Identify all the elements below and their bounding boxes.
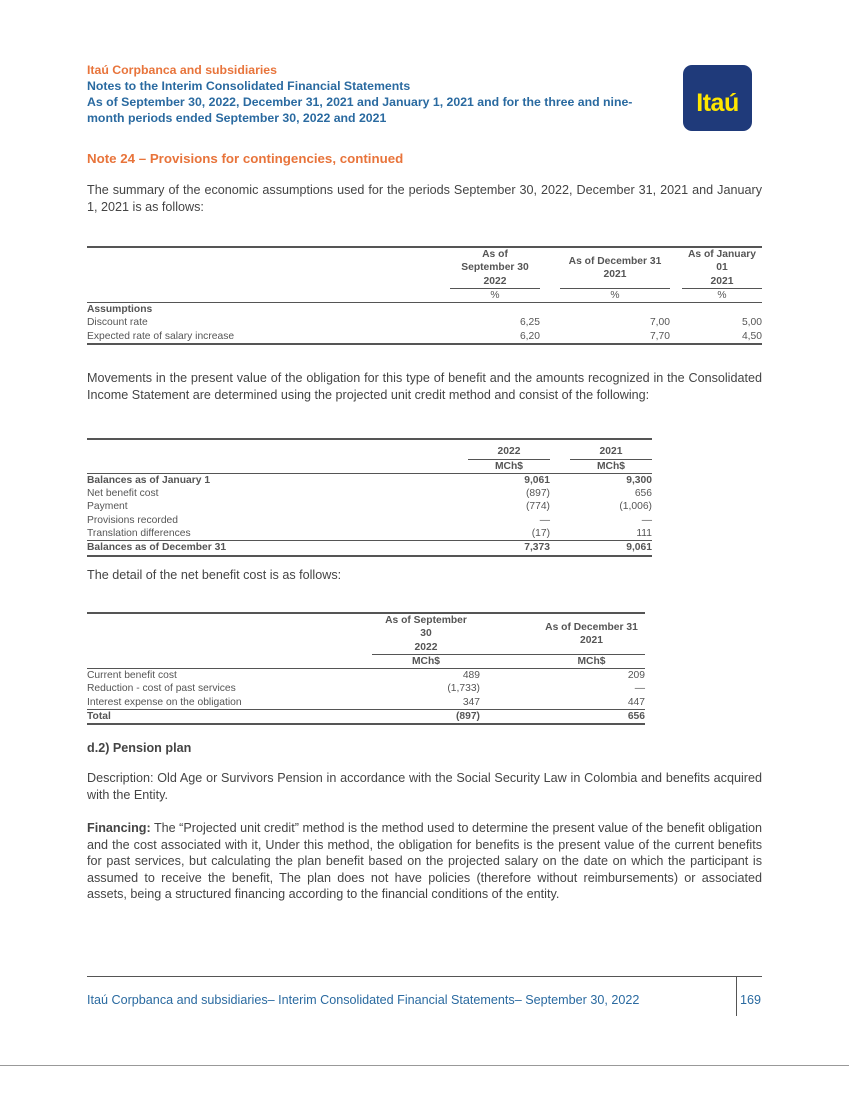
intro-paragraph: The summary of the economic assumptions used for the periods September 30, 2022, December 31, 2021 and January 1, 2021 is as follows: <box>87 183 762 214</box>
unit: % <box>610 289 620 301</box>
movements-table <box>87 438 652 557</box>
table-row: Total (897) 656 <box>87 710 645 725</box>
table-row: Balances as of January 1 9,061 9,300 <box>87 474 652 486</box>
pension-heading: d.2) Pension plan <box>87 741 192 755</box>
company-name: Itaú Corpbanca and subsidiaries <box>87 63 277 77</box>
col-header-dec-2021: As of December 31 2021 <box>538 613 645 654</box>
footer-text: Itaú Corpbanca and subsidiaries– Interim Consolidated Financial Statements– September 30, 2022 <box>87 993 640 1007</box>
movements-paragraph: Movements in the present value of the obligation for this type of benefit and the amounts recognized in the Consolidated Income Statement are determined using the projected unit credit method and consist of the following: <box>87 371 762 402</box>
period-line-1: As of September 30, 2022, December 31, 2021 and January 1, 2021 and for the three and nine- <box>87 95 633 109</box>
table-row: Expected rate of salary increase 6,20 7,70 4,50 <box>87 330 762 344</box>
page-number: 169 <box>740 993 762 1007</box>
table-row: Current benefit cost 489 209 <box>87 670 645 682</box>
unit: % <box>490 289 500 301</box>
col-header-sep-2022: As of September 30 2022 <box>450 247 540 288</box>
unit: MCh$ <box>411 655 441 667</box>
description-paragraph: Description: Old Age or Survivors Pension in accordance with the Social Security Law in Colombia and benefits acquired with the Entity. <box>87 771 762 802</box>
page-bottom-rule <box>0 1065 849 1066</box>
col-header-2022: 2022 <box>468 439 550 459</box>
financing-label: Financing: <box>87 821 151 835</box>
unit: MCh$ <box>577 655 606 667</box>
table-row: Interest expense on the obligation 347 447 <box>87 696 645 708</box>
financing-text: The “Projected unit credit” method is the method used to determine the present value of the benefit obligation and the cost associated with it, Under this method, the obligation for benefits is the present value of the current benefits for past services, but calculating the plan benefit based on the projected salary on the date on which the participant is assumed to receive the benefit, The plan does not have policies (therefore without reimbursements) or associated assets, being a structured financing according to the financial conditions of the entity. <box>87 821 762 901</box>
table-row: Discount rate 6,25 7,00 5,00 <box>87 317 762 329</box>
financing-paragraph <box>87 820 762 903</box>
table-row: Translation differences (17) 111 <box>87 527 652 539</box>
unit: % <box>717 289 727 301</box>
itau-logo <box>683 65 752 131</box>
net-cost-paragraph: The detail of the net benefit cost is as follows: <box>87 568 342 582</box>
period-line-2: month periods ended September 30, 2022 and 2021 <box>87 111 387 125</box>
logo-text: Itaú <box>696 88 739 117</box>
net-cost-table <box>87 612 645 725</box>
table-row: Payment (774) (1,006) <box>87 501 652 513</box>
assumptions-table <box>87 246 762 345</box>
document-title: Notes to the Interim Consolidated Financial Statements <box>87 79 411 93</box>
col-header-jan-2021: As of January 01 2021 <box>682 247 762 288</box>
unit: MCh$ <box>596 460 626 472</box>
footer-divider <box>87 976 762 977</box>
col-header-2021: 2021 <box>570 439 652 459</box>
unit: MCh$ <box>494 460 524 472</box>
col-header-dec-2021: As of December 31 2021 <box>560 247 670 288</box>
note-title: Note 24 – Provisions for contingencies, continued <box>87 151 404 166</box>
table-row: Provisions recorded — — <box>87 514 652 526</box>
section-label: Assumptions <box>87 304 153 316</box>
col-header-sep-2022: As of September 30 2022 <box>372 613 480 654</box>
table-row: Reduction - cost of past services (1,733) — <box>87 683 645 695</box>
table-row: Balances as of December 31 7,373 9,061 <box>87 541 652 556</box>
footer-vertical-divider <box>736 976 737 1016</box>
table-row: Net benefit cost (897) 656 <box>87 488 652 500</box>
